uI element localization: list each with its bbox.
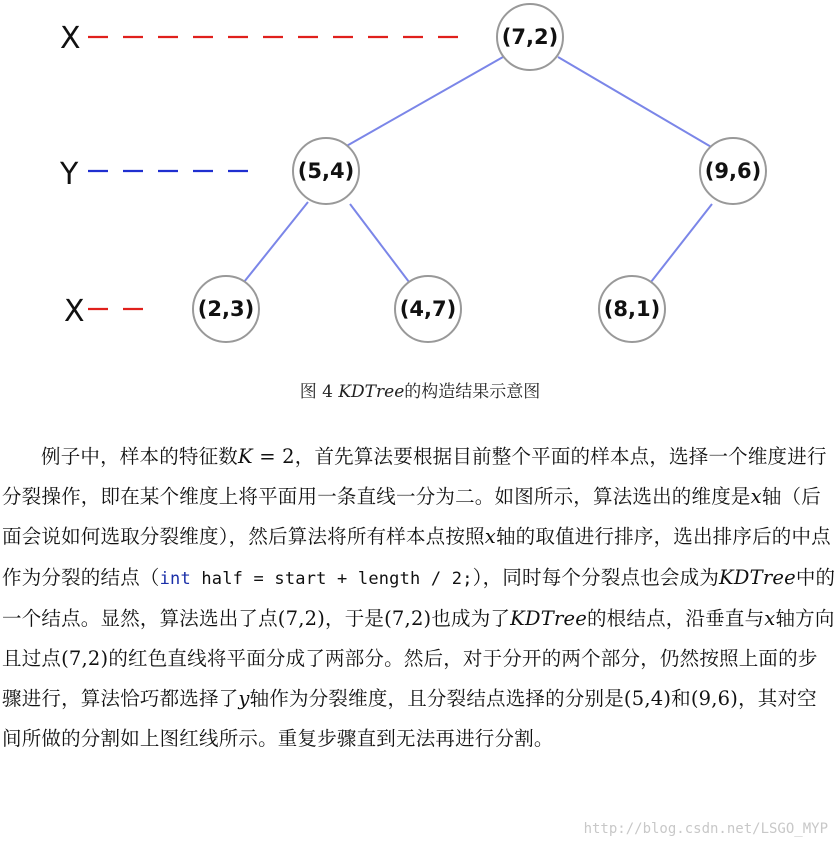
text: 轴的取值进行排序，选出排序后的中点作为分裂的结点（ [2, 525, 831, 589]
math-x: x [764, 606, 776, 630]
explanation-paragraph [2, 437, 836, 760]
math-y: y [238, 687, 250, 711]
edge-54-47 [350, 204, 409, 282]
code-keyword: int [159, 568, 191, 589]
text: 轴作为分裂维度，且分裂结点选择的分别是(5,4)和(9,6)，其对空间所做的分割如上图红线所示。重复步骤直到无法再进行分割。 [2, 687, 817, 751]
text: 轴方向且过点(7,2)的红色直线将平面分成了两部分。然后，对于分开的两个部分，仍然按照上面的步骤进行，算法恰巧都选择了 [2, 606, 835, 711]
edge-72-54 [343, 57, 503, 148]
watermark-url: http://blog.csdn.net/LSGO_MYP [583, 821, 828, 837]
level-label-x-2: X [64, 294, 85, 329]
text: ），同时每个分裂点也会成为 [472, 565, 720, 589]
node-label: (7,2) [501, 25, 559, 49]
edge-54-23 [244, 202, 308, 282]
tree-node-8-1 [599, 276, 665, 342]
caption-italic: KDTree [338, 382, 405, 402]
code-snippet: half = start + length / 2; [190, 568, 473, 589]
text: 轴（后面会说如何选取分裂维度），然后算法将所有样本点按照 [2, 485, 821, 549]
node-label: (2,3) [197, 297, 255, 321]
node-label: (5,4) [297, 159, 355, 183]
math-kdtree: KDTree [719, 565, 796, 589]
caption-suffix: 的构造结果示意图 [404, 382, 541, 402]
text: = 2，首先算法要根据目前整个平面的样本点，选择一个维度进行分裂操作，即在某个维度上将平面用一条直线一分为二。如图所示，算法选出的维度是 [2, 445, 827, 509]
edge-72-96 [558, 57, 713, 148]
text: 例子中，样本的特征数 [41, 445, 239, 468]
math-kdtree: KDTree [510, 606, 587, 630]
text: 的根结点，沿垂直与 [586, 606, 765, 630]
kdtree-diagram [0, 0, 840, 360]
tree-node-9-6 [700, 138, 766, 204]
figure-caption [0, 377, 840, 402]
tree-node-2-3 [193, 276, 259, 342]
node-label: (8,1) [603, 297, 661, 321]
tree-node-4-7 [395, 276, 461, 342]
text: 中的一个结点。显然，算法选出了点(7,2)，于是(7,2)也成为了 [2, 565, 836, 630]
node-label: (9,6) [704, 159, 762, 183]
math-x: x [750, 485, 762, 509]
math-x: x [484, 525, 496, 549]
caption-prefix: 图 4 [299, 382, 339, 402]
math-k: K [238, 445, 253, 468]
tree-node-7-2 [497, 4, 563, 70]
node-label: (4,7) [399, 297, 457, 321]
level-label-x-1: X [60, 21, 81, 56]
tree-node-5-4 [293, 138, 359, 204]
edge-96-81 [651, 204, 712, 282]
level-label-y: Y [60, 157, 79, 192]
